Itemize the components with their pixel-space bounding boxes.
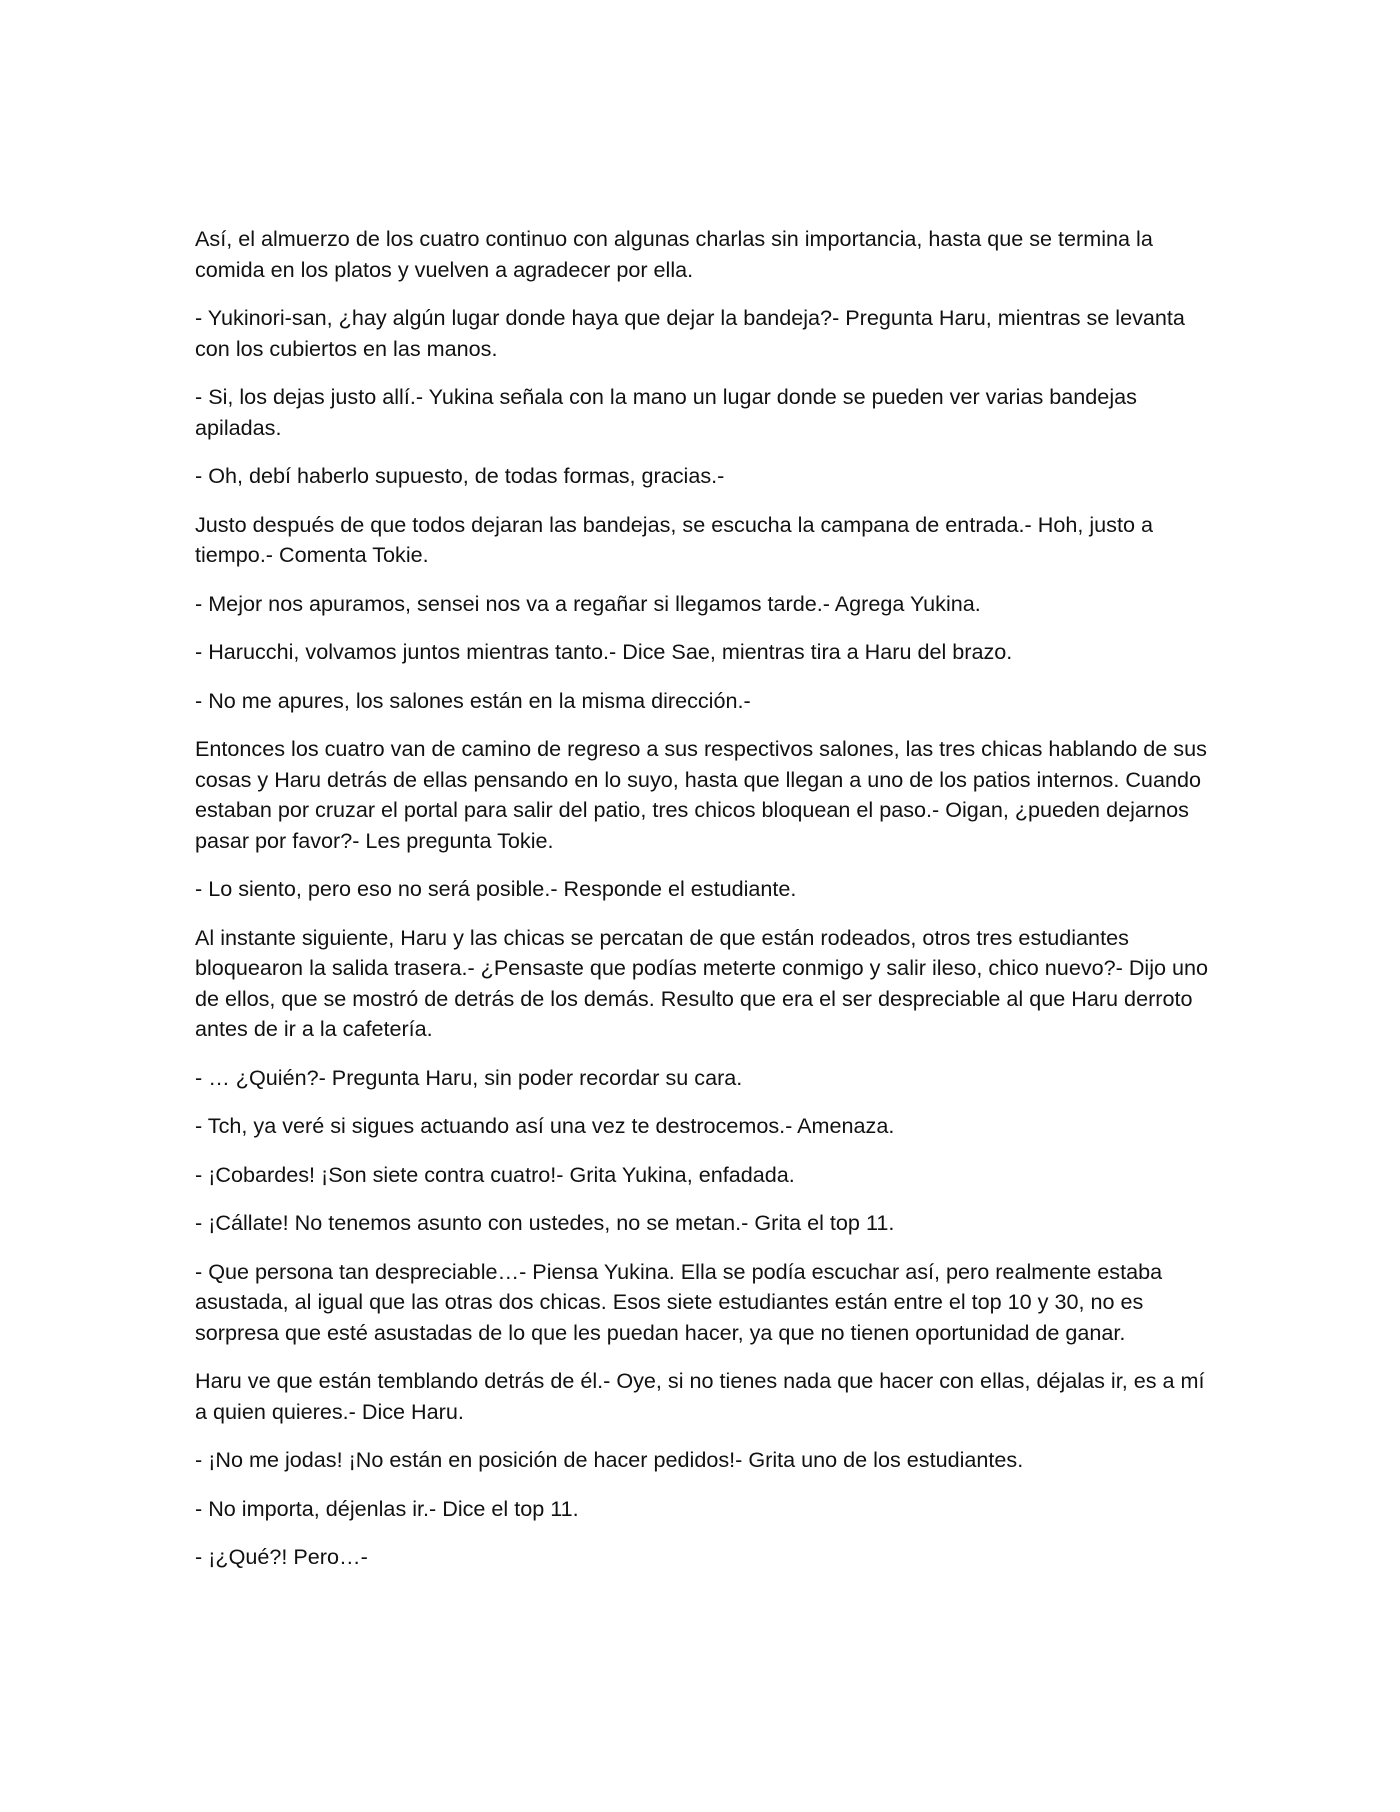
- paragraph: - … ¿Quién?- Pregunta Haru, sin poder recordar su cara.: [195, 1064, 743, 1090]
- paragraph: Así, el almuerzo de los cuatro continuo con algunas charlas sin importancia, hasta que se termina la comida en los platos y vuelven a agradecer por ella.: [195, 226, 1153, 282]
- paragraph: - ¡Cállate! No tenemos asunto con ustedes, no se metan.- Grita el top 11.: [195, 1210, 895, 1235]
- paragraph: - Que persona tan despreciable…- Piensa Yukina. Ella se podía escuchar así, pero realmente estaba asustada, al igual que las otras dos chicas. Esos siete estudiantes están entre el top 10 y 30, no es sorpresa que esté asustadas de lo que les puedan hacer, ya que no tienen oportunidad de ganar.: [195, 1258, 1163, 1345]
- paragraph: - ¡¿Qué?! Pero…-: [195, 1544, 368, 1569]
- paragraph: - Harucchi, volvamos juntos mientras tanto.- Dice Sae, mientras tira a Haru del brazo.: [195, 639, 1013, 664]
- document-body: [195, 224, 1215, 1591]
- paragraph: Justo después de que todos dejaran las bandejas, se escucha la campana de entrada.- Hoh, justo a tiempo.- Comenta Tokie.: [195, 511, 1153, 567]
- paragraph: - ¡No me jodas! ¡No están en posición de hacer pedidos!- Grita uno de los estudiantes.: [195, 1447, 1024, 1472]
- paragraph: - No importa, déjenlas ir.- Dice el top 11.: [195, 1495, 579, 1521]
- paragraph: - Yukinori-san, ¿hay algún lugar donde haya que dejar la bandeja?- Pregunta Haru, mientras se levanta con los cubiertos en las manos.: [195, 305, 1185, 361]
- paragraph: - Lo siento, pero eso no será posible.- Responde el estudiante.: [195, 876, 797, 901]
- paragraph: - Mejor nos apuramos, sensei nos va a regañar si llegamos tarde.- Agrega Yukina.: [195, 590, 981, 616]
- paragraph: - Tch, ya veré si sigues actuando así una vez te destrocemos.- Amenaza.: [195, 1113, 895, 1138]
- paragraph: Haru ve que están temblando detrás de él.- Oye, si no tienes nada que hacer con ellas, déjalas ir, es a mí a quien quieres.- Dice Haru.: [195, 1368, 1205, 1424]
- paragraph: Entonces los cuatro van de camino de regreso a sus respectivos salones, las tres chicas hablando de sus cosas y Haru detrás de ellas pensando en lo suyo, hasta que llegan a uno de los patios internos. Cuando estaban por cruzar el portal para salir del patio, tres chicos bloquean el paso.- Oigan, ¿pueden dejarnos pasar por favor?- Les pregunta Tokie.: [195, 736, 1207, 853]
- paragraph: - Si, los dejas justo allí.- Yukina señala con la mano un lugar donde se pueden ver varias bandejas apiladas.: [195, 384, 1137, 440]
- paragraph: Al instante siguiente, Haru y las chicas se percatan de que están rodeados, otros tres estudiantes bloquearon la salida trasera.- ¿Pensaste que podías meterte conmigo y salir ileso, chico nuevo?- Dijo uno de ellos, que se mostró de detrás de los demás. Resulto que era el ser despreciable al que Haru derroto antes de ir a la cafetería.: [195, 924, 1209, 1041]
- paragraph: - No me apures, los salones están en la misma dirección.-: [195, 687, 751, 713]
- paragraph: - Oh, debí haberlo supuesto, de todas formas, gracias.-: [195, 463, 725, 488]
- paragraph: - ¡Cobardes! ¡Son siete contra cuatro!- Grita Yukina, enfadada.: [195, 1161, 795, 1187]
